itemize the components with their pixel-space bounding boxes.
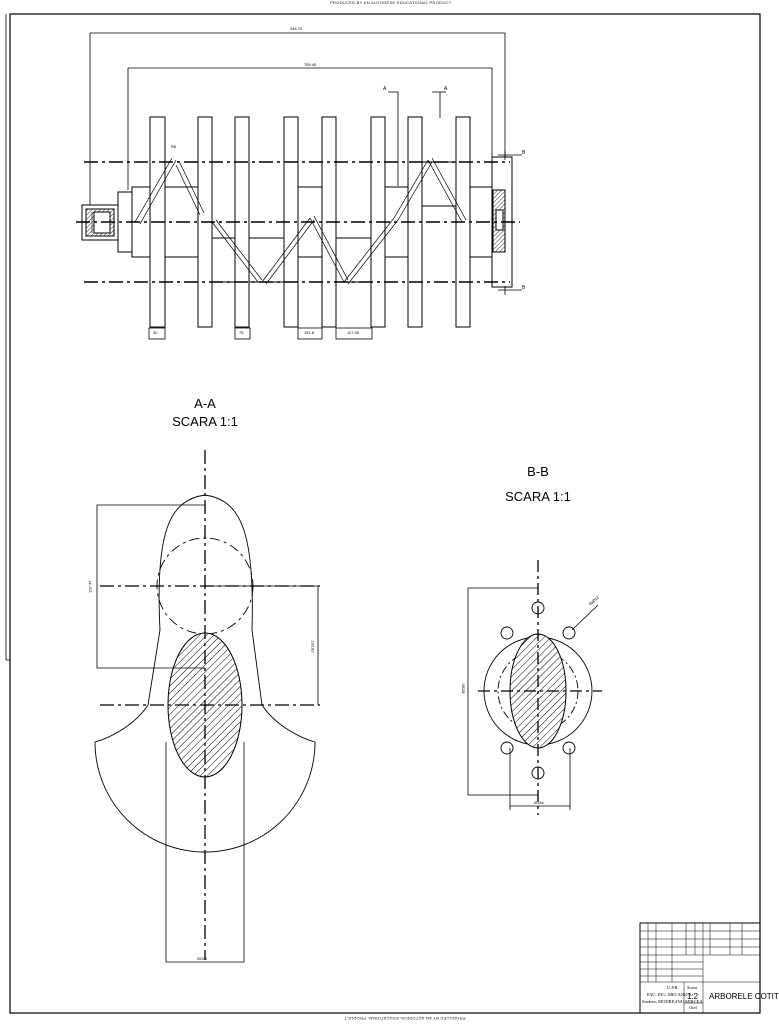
title-block-org-3: Student: MODREANU MIRCEA: [642, 999, 703, 1004]
bb-dimension-holes: 8xØ12: [587, 594, 601, 607]
bb-dimension-outer: Ø280: [460, 683, 466, 694]
bb-dimension-inner: Ø184: [534, 800, 544, 805]
aa-dimension-3: 263.3: [197, 956, 208, 961]
title-block-material: Otel: [689, 1005, 697, 1010]
section-aa-title: A-A: [194, 396, 216, 411]
title-block-org-2: FAC. ING. MECANICA: [647, 992, 692, 997]
edge-note-bottom: PRODUCED BY AN AUTODESK EDUCATIONAL PRODUCT: [344, 1016, 466, 1021]
bottom-dimension-4: 117.55: [347, 330, 359, 335]
section-aa-view: [95, 450, 320, 962]
section-marker-a2-label: A: [444, 86, 448, 92]
section-marker-b-bottom-label: B: [522, 285, 526, 291]
dimension-overall: 946.70: [290, 26, 303, 31]
dimension-inner: 755.40: [304, 62, 317, 67]
crankshaft-main-view: [76, 33, 522, 339]
edge-note-top: PRODUCED BY AN AUTODESK EDUCATIONAL PRODUCT: [330, 0, 452, 5]
bottom-dimension-boxes: [149, 328, 372, 339]
bottom-dimension-3: 151.8: [304, 330, 315, 335]
section-bb-scale: SCARA 1:1: [505, 489, 571, 504]
title-block-org-1: U.P.B.: [667, 985, 679, 990]
title-block-scale-value: 1:2: [687, 992, 699, 1001]
drawing-title: ARBORELE COTIT: [709, 992, 779, 1001]
aa-dimension-2: 232.82: [310, 640, 316, 653]
section-aa-scale: SCARA 1:1: [172, 414, 238, 429]
section-bb-view: [468, 560, 602, 815]
bottom-dimension-1: 30: [153, 330, 158, 335]
section-marker-b-top-label: B: [522, 150, 526, 156]
title-block-scale-label: Scara: [687, 985, 697, 990]
aa-dimension-1: 207.47: [87, 580, 93, 593]
radius-note: R6: [171, 144, 177, 149]
section-bb-title: B-B: [527, 464, 549, 479]
section-marker-a-label: A: [383, 86, 387, 92]
bottom-dimension-2: 75: [239, 330, 244, 335]
